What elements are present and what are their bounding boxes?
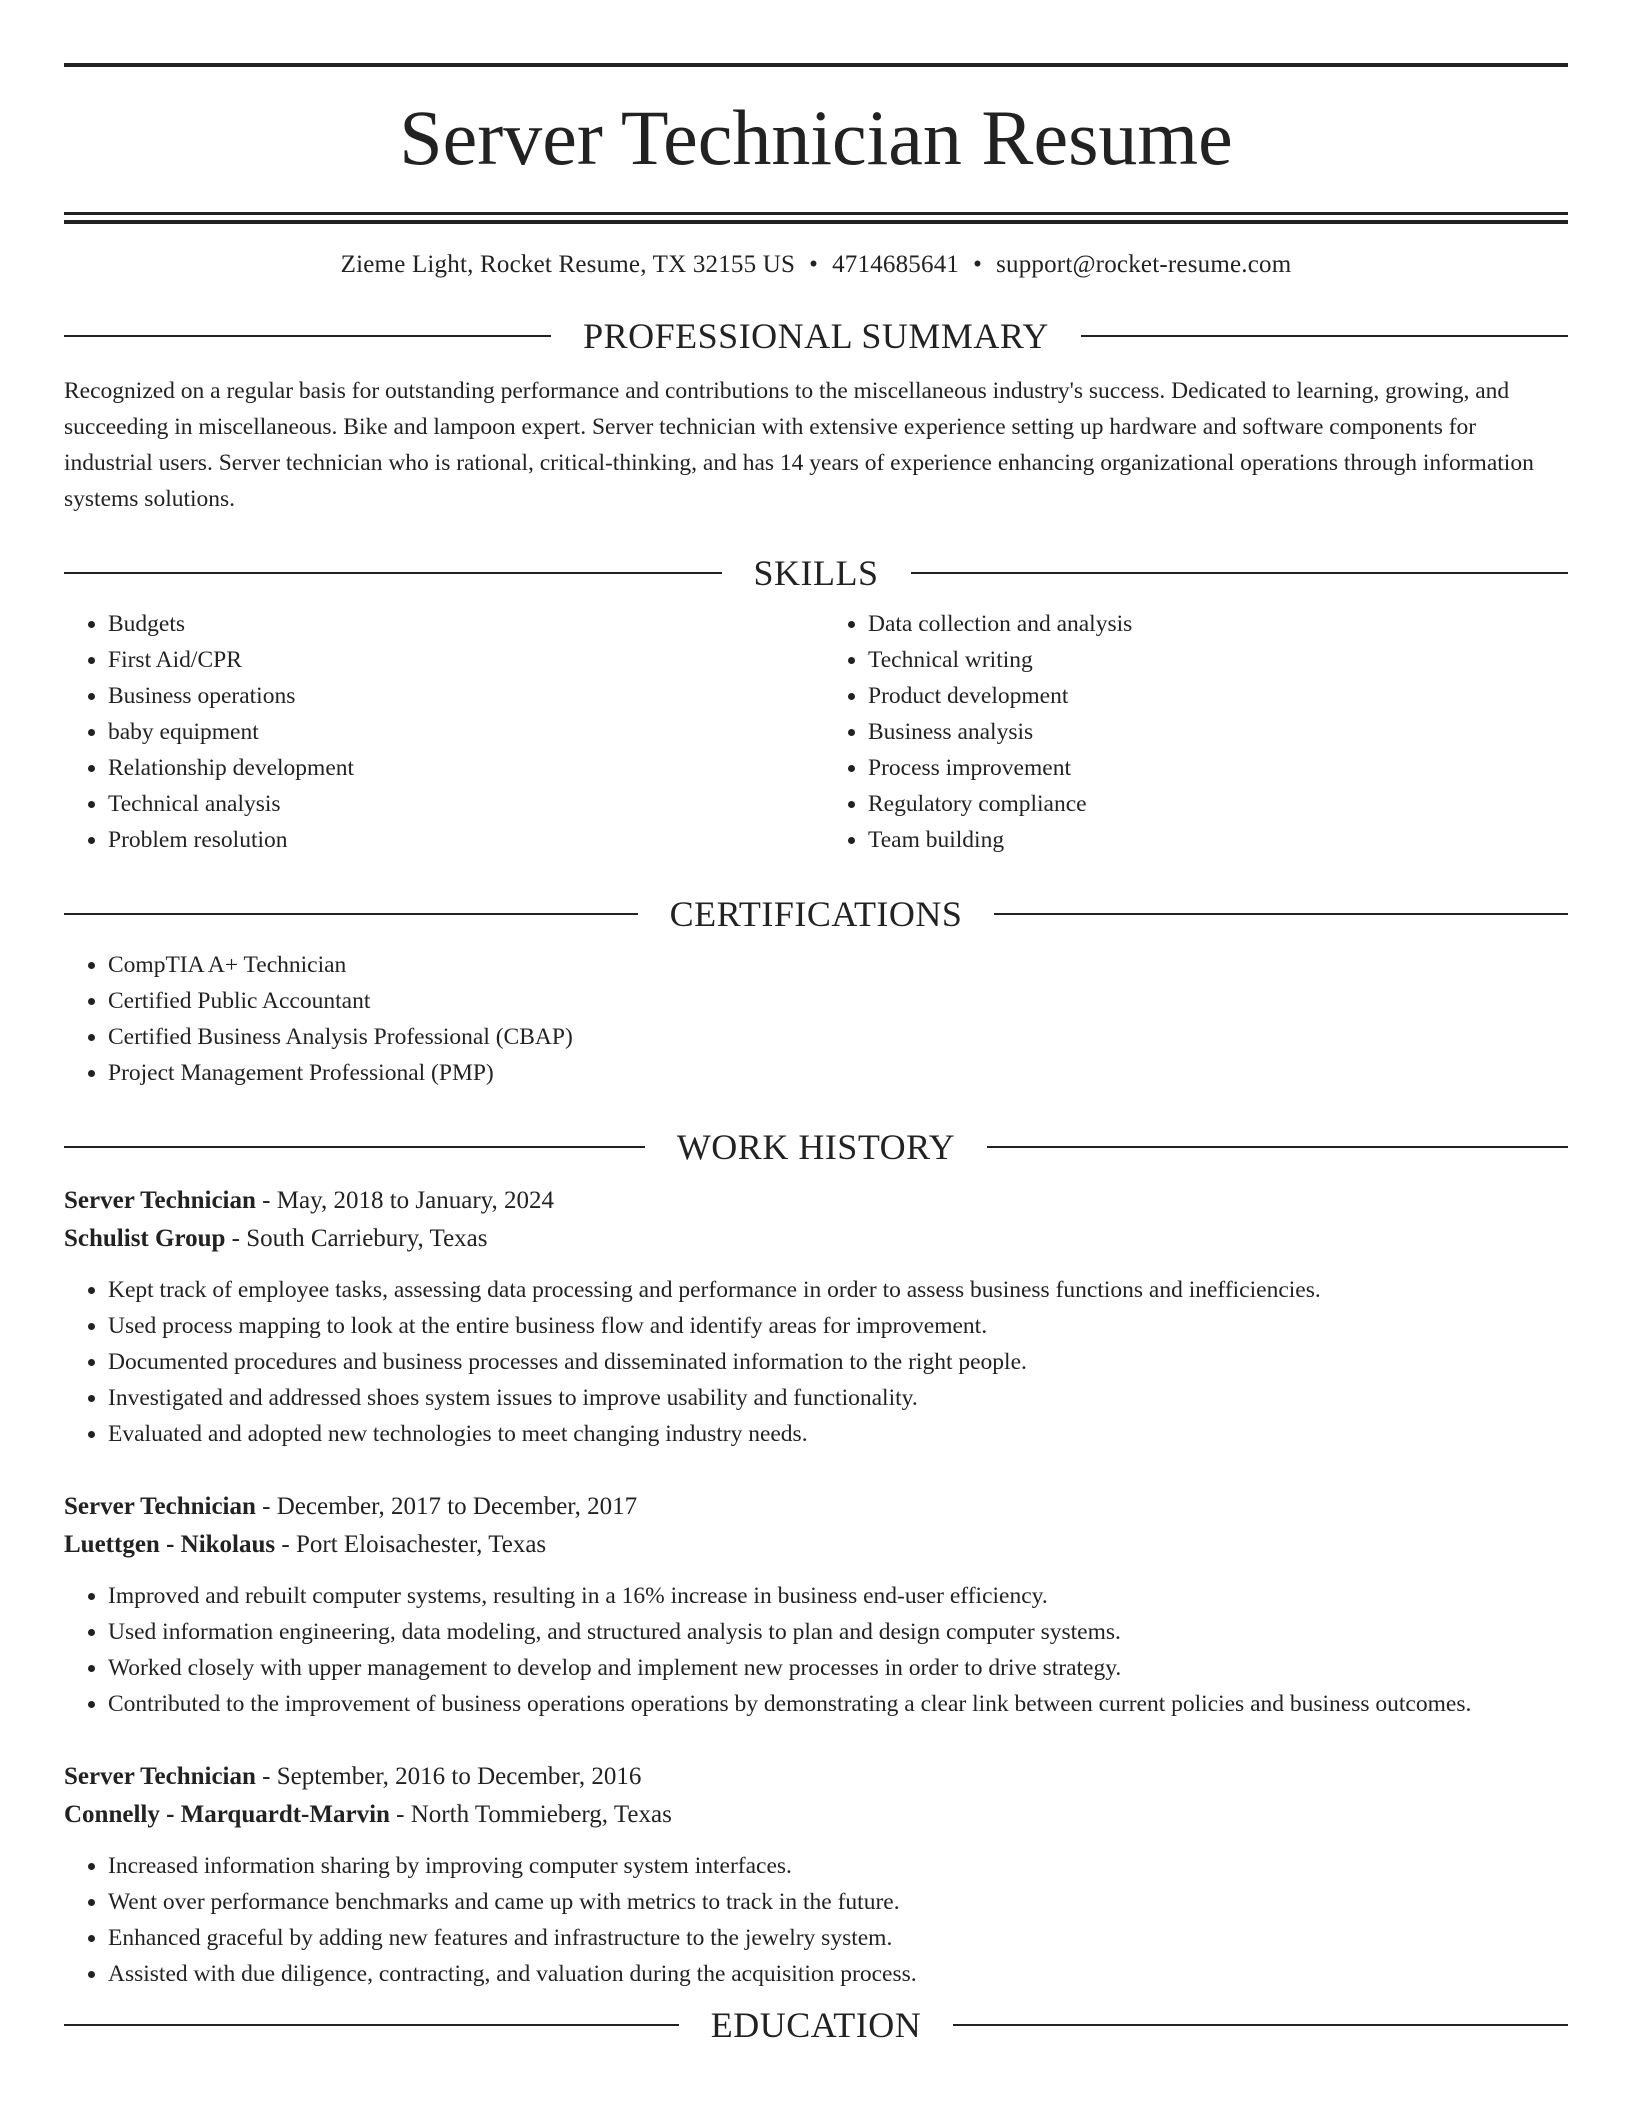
certifications-heading-label: CERTIFICATIONS xyxy=(669,894,963,934)
heading-rule-right xyxy=(1081,335,1568,337)
job-dates: December, 2017 to December, 2017 xyxy=(276,1493,638,1520)
work-history-heading-label: WORK HISTORY xyxy=(676,1127,956,1167)
job-title-line xyxy=(64,1758,1568,1796)
contact-line xyxy=(64,250,1568,280)
skill-item: • Technical analysis xyxy=(108,786,816,822)
job-entry xyxy=(64,1182,1568,1452)
certification-item: • Project Management Professional (PMP) xyxy=(108,1055,1568,1091)
job-company: Schulist Group xyxy=(64,1225,226,1252)
contact-separator: • xyxy=(973,251,983,278)
dash: - xyxy=(281,1531,290,1558)
skill-item: • Process improvement xyxy=(868,750,1568,786)
skill-item: • Technical writing xyxy=(868,642,1568,678)
certification-item: • Certified Public Accountant xyxy=(108,983,1568,1019)
summary-heading xyxy=(64,315,1568,357)
dash: - xyxy=(262,1187,271,1214)
job-bullets xyxy=(64,1848,1568,1992)
job-bullets xyxy=(64,1272,1568,1452)
summary-heading-label: PROFESSIONAL SUMMARY xyxy=(583,316,1049,356)
job-bullet: • Improved and rebuilt computer systems, resulting in a 16% increase in business end-user efficiency. xyxy=(108,1578,1568,1614)
job-location: South Carriebury, Texas xyxy=(246,1225,488,1252)
skill-item: • Regulatory compliance xyxy=(868,786,1568,822)
job-company-line xyxy=(64,1796,1568,1834)
top-rule xyxy=(64,63,1568,67)
certification-item: • CompTIA A+ Technician xyxy=(108,947,1568,983)
document-title: Server Technician Resume xyxy=(399,94,1233,181)
job-entry xyxy=(64,1758,1568,1992)
job-bullet: • Assisted with due diligence, contracting, and valuation during the acquisition process. xyxy=(108,1956,1568,1992)
education-heading xyxy=(64,2004,1568,2046)
job-dates: September, 2016 to December, 2016 xyxy=(276,1763,642,1790)
job-title-line xyxy=(64,1488,1568,1526)
summary-text: Recognized on a regular basis for outstanding performance and contributions to the miscellaneous industry's success. Dedicated to learning, growing, and succeeding in miscellaneous. Bike and lampoon expert. Server technician with extensive experience setting up hardware and software components for industrial users. Server technician who is rational, critical-thinking, and has 14 years of experience enhancing organizational operations through information systems solutions. xyxy=(64,378,1534,512)
job-dates: May, 2018 to January, 2024 xyxy=(276,1187,555,1214)
heading-rule-right xyxy=(994,913,1568,915)
job-location: North Tommieberg, Texas xyxy=(410,1801,672,1828)
skill-item: • Team building xyxy=(868,822,1568,858)
certifications-heading xyxy=(64,893,1568,935)
heading-rule-right xyxy=(987,1146,1568,1148)
job-title: Server Technician xyxy=(64,1187,256,1214)
dash: - xyxy=(231,1225,240,1252)
education-heading-label: EDUCATION xyxy=(710,2005,922,2045)
job-bullet: • Used information engineering, data modeling, and structured analysis to plan and design computer systems. xyxy=(108,1614,1568,1650)
certifications-list xyxy=(64,947,1568,1091)
job-bullet: • Contributed to the improvement of business operations operations by demonstrating a clear link between current policies and business outcomes. xyxy=(108,1686,1568,1722)
job-bullet: • Enhanced graceful by adding new features and infrastructure to the jewelry system. xyxy=(108,1920,1568,1956)
job-location: Port Eloisachester, Texas xyxy=(295,1531,547,1558)
heading-rule-left xyxy=(64,913,638,915)
skills-heading-label: SKILLS xyxy=(753,553,879,593)
job-bullet: • Went over performance benchmarks and came up with metrics to track in the future. xyxy=(108,1884,1568,1920)
contact-email: support@rocket-resume.com xyxy=(996,251,1292,278)
skill-item: • Business analysis xyxy=(868,714,1568,750)
contact-address: Zieme Light, Rocket Resume, TX 32155 US xyxy=(340,251,796,278)
skill-item: • Problem resolution xyxy=(108,822,816,858)
heading-rule-left xyxy=(64,335,551,337)
certification-item: • Certified Business Analysis Professional (CBAP) xyxy=(108,1019,1568,1055)
contact-phone: 4714685641 xyxy=(832,251,960,278)
job-company: Connelly - Marquardt-Marvin xyxy=(64,1801,390,1828)
job-title: Server Technician xyxy=(64,1763,256,1790)
heading-rule-right xyxy=(953,2024,1568,2026)
heading-rule-left xyxy=(64,2024,679,2026)
skill-item: • Data collection and analysis xyxy=(868,606,1568,642)
contact-separator: • xyxy=(809,251,819,278)
job-bullet: • Kept track of employee tasks, assessing data processing and performance in order to assess business functions and inefficiencies. xyxy=(108,1272,1568,1308)
job-bullet: • Worked closely with upper management to develop and implement new processes in order to drive strategy. xyxy=(108,1650,1568,1686)
dash: - xyxy=(262,1763,271,1790)
job-bullets xyxy=(64,1578,1568,1722)
job-bullet: • Documented procedures and business processes and disseminated information to the right people. xyxy=(108,1344,1568,1380)
skill-item: • Budgets xyxy=(108,606,816,642)
skill-item: • Relationship development xyxy=(108,750,816,786)
skills-column-left xyxy=(64,606,816,858)
job-bullet: • Increased information sharing by improving computer system interfaces. xyxy=(108,1848,1568,1884)
job-bullet: • Used process mapping to look at the entire business flow and identify areas for improvement. xyxy=(108,1308,1568,1344)
skill-item: • Product development xyxy=(868,678,1568,714)
skills-list xyxy=(64,606,1568,858)
skill-item: • First Aid/CPR xyxy=(108,642,816,678)
dash: - xyxy=(396,1801,405,1828)
skill-item: • baby equipment xyxy=(108,714,816,750)
job-company-line xyxy=(64,1220,1568,1258)
job-company-line xyxy=(64,1526,1568,1564)
work-history-heading xyxy=(64,1126,1568,1168)
skills-column-right xyxy=(816,606,1568,858)
skill-item: • Business operations xyxy=(108,678,816,714)
job-title-line xyxy=(64,1182,1568,1220)
job-bullet: • Evaluated and adopted new technologies to meet changing industry needs. xyxy=(108,1416,1568,1452)
job-title: Server Technician xyxy=(64,1493,256,1520)
dash: - xyxy=(262,1493,271,1520)
heading-rule-right xyxy=(911,572,1569,574)
job-entry xyxy=(64,1488,1568,1722)
heading-rule-left xyxy=(64,1146,645,1148)
heading-rule-left xyxy=(64,572,722,574)
title-double-rule xyxy=(64,212,1568,224)
job-bullet: • Investigated and addressed shoes system issues to improve usability and functionality. xyxy=(108,1380,1568,1416)
job-company: Luettgen - Nikolaus xyxy=(64,1531,276,1558)
skills-heading xyxy=(64,552,1568,594)
